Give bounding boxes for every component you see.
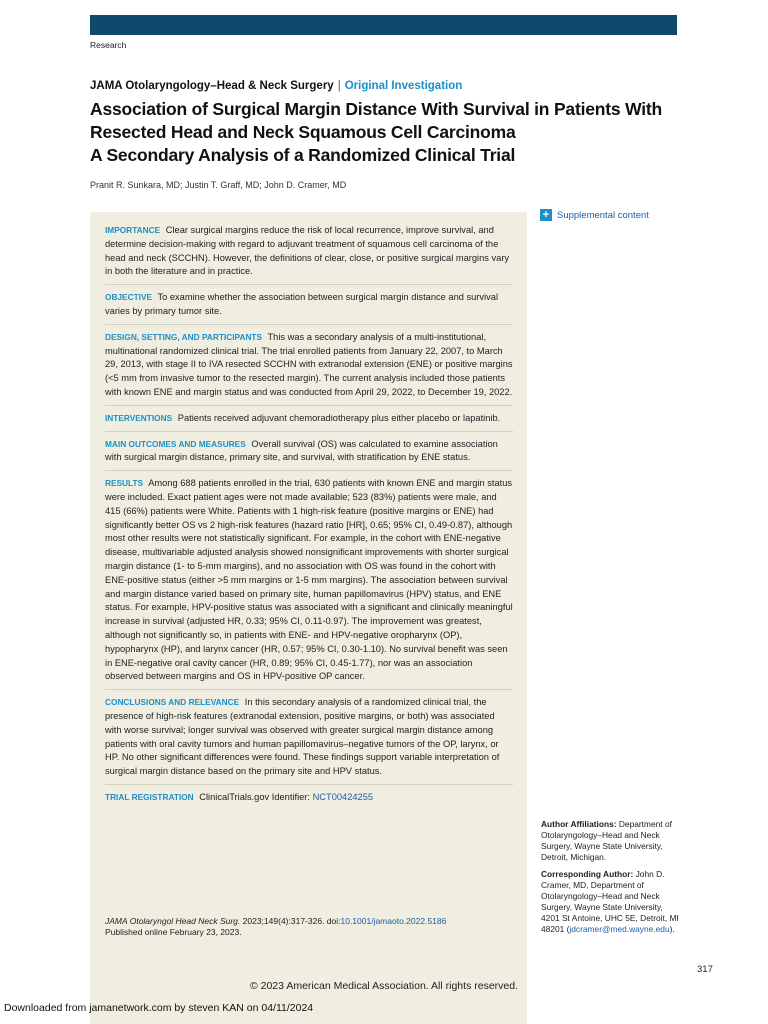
abstract-section-objective bbox=[105, 291, 513, 325]
author-affiliations bbox=[541, 819, 681, 863]
journal-color-bar bbox=[90, 15, 677, 35]
abstract-text: To examine whether the association between surgical margin distance and survival varies by primary tumor site. bbox=[105, 292, 499, 316]
abstract-heading: RESULTS bbox=[105, 478, 144, 489]
citation bbox=[105, 916, 515, 938]
abstract-heading: OBJECTIVE bbox=[105, 292, 153, 303]
supplemental-label: Supplemental content bbox=[557, 209, 649, 221]
abstract-section-design bbox=[105, 331, 513, 406]
abstract-heading: DESIGN, SETTING, AND PARTICIPANTS bbox=[105, 331, 263, 342]
article-title: Association of Surgical Margin Distance With Survival in Patients With Resected Head and Neck Squamous Cell Carcinoma bbox=[90, 99, 663, 142]
abstract-heading: CONCLUSIONS AND RELEVANCE bbox=[105, 697, 240, 708]
page-number: 317 bbox=[697, 964, 713, 975]
doi-link[interactable]: 10.1001/jamaoto.2022.5186 bbox=[340, 916, 447, 926]
abstract-text: Overall survival (OS) was calculated to examine association with surgical margin distance, primary site, and survival, with stratification by ENE status. bbox=[105, 438, 498, 463]
journal-separator: | bbox=[337, 80, 341, 92]
corresponding-text: John D. Cramer, MD, Department of Otolaryngology–Head and Neck Surgery, Wayne State University, 4201 St Antoine, UHC 5E, Detroit, MI 48201 ( bbox=[541, 869, 679, 934]
abstract-heading: MAIN OUTCOMES AND MEASURES bbox=[105, 438, 246, 449]
abstract-section-outcomes bbox=[105, 438, 513, 472]
affiliations-label: Author Affiliations: bbox=[541, 819, 617, 829]
abstract-text: Among 688 patients enrolled in the trial, 630 patients with known ENE and margin status were included. Exact patient ages were not made available; 523 (83%) patients were male, and 415 (66%) patients were White. Patients with 1 high-risk feature (positive margins or ENE) had significantly better OS vs 2 high-risk features (hazard ratio [HR], 0.65; 95% CI, 0.49-0.87), although most other results were not statistically significant. For example, in the cohort with ENE-negative disease, multivariable adjusted analysis showed nonsignificant improvements with shorter surgical margin distance (1- to 5-mm margins), and no association with OS was found in the cohort with ENE-positive status (either >5 mm margins or 1-5 mm margins). The association between survival and margin distance varied based on primary site, human papillomavirus (HPV) status, and ENE status. For example, HPV-positive status was associated with a significant and clinically meaningful increase in survival (adjusted HR, 0.33; 95% CI, 0.11-0.97). The improvement was greatest, although not significantly so, in patients with ENE- and HPV-negative oropharynx (OP), hypopharynx (HP), and larynx cancer (HR, 0.57; 95% CI, 0.30-1.10). No survival benefit was seen in ENE-negative oral cavity cancer (HR, 0.89; 95% CI, 0.45-1.77), nor was an association observed between margins and OS in HPV-positive OP cancer. bbox=[105, 478, 513, 682]
journal-line bbox=[90, 80, 462, 92]
section-label: Research bbox=[90, 40, 127, 50]
email-link[interactable]: jdcramer@med.wayne.edu bbox=[569, 924, 670, 934]
supplemental-content-link[interactable] bbox=[540, 209, 649, 221]
article-subtitle: A Secondary Analysis of a Randomized Clinical Trial bbox=[90, 145, 516, 165]
citation-line bbox=[105, 916, 515, 927]
abstract-text: Clear surgical margins reduce the risk of local recurrence, improve survival, and determine decision-making with regard to adjuvant treatment of squamous cell carcinoma of the head and neck (SCCHN). However, the definitions of clear, close, or positive surgical margins vary in both the literature and in practice. bbox=[105, 225, 510, 277]
download-notice: Downloaded from jamanetwork.com by steven KAN on 04/11/2024 bbox=[4, 1002, 314, 1014]
abstract-section-importance bbox=[105, 224, 513, 285]
plus-icon: + bbox=[540, 209, 552, 221]
copyright-notice: © 2023 American Medical Association. All rights reserved. bbox=[249, 980, 519, 992]
author-list: Pranit R. Sunkara, MD; Justin T. Graff, MD; John D. Cramer, MD bbox=[90, 180, 347, 190]
abstract-heading: IMPORTANCE bbox=[105, 225, 161, 235]
abstract-section-results bbox=[105, 477, 513, 690]
abstract-text: In this secondary analysis of a randomized clinical trial, the presence of high-risk features (extranodal extension, positive margins, or both) was associated with worse survival; longer survival was observed with greater surgical margin distance among patients with oral cavity tumors and human papillomavirus–negative tumors of the OP, larynx, or HP. No other significant differences were found. These findings support variable interpretation of surgical margin distance based on the primary site and HPV status. bbox=[105, 697, 500, 777]
journal-name: JAMA Otolaryngology–Head & Neck Surgery bbox=[90, 80, 334, 92]
trial-registration-text: ClinicalTrials.gov Identifier: bbox=[199, 791, 310, 802]
abstract-text: Patients received adjuvant chemoradiotherapy plus either placebo or lapatinib. bbox=[177, 412, 501, 423]
author-info bbox=[541, 819, 681, 941]
corresponding-author bbox=[541, 869, 681, 935]
abstract-section-trial-registration bbox=[105, 791, 513, 810]
abstract-text: This was a secondary analysis of a multi-institutional, multinational randomized clinical trial. The trial enrolled patients from January 22, 2007, to March 29, 2013, with stage II to IVA resected SCCHN with extranodal extension (ENE) or positive margins (<5 mm from invasive tumor to the resected margin). The current analysis included those patients with known ENE and margin status and was conducted from April 29, 2022, to December 19, 2022. bbox=[105, 331, 513, 397]
abstract bbox=[105, 224, 513, 816]
abstract-heading: INTERVENTIONS bbox=[105, 412, 173, 423]
corresponding-close: ). bbox=[669, 924, 675, 934]
abstract-section-interventions bbox=[105, 412, 513, 432]
article-type-link[interactable]: Original Investigation bbox=[344, 80, 463, 92]
citation-journal: JAMA Otolaryngol Head Neck Surg. bbox=[105, 916, 241, 926]
affiliations-text: Department of Otolaryngology–Head and Neck Surgery, Wayne State University, Detroit, Michigan. bbox=[541, 819, 672, 862]
corresponding-label: Corresponding Author: bbox=[541, 869, 634, 879]
abstract-heading: TRIAL REGISTRATION bbox=[105, 791, 194, 802]
published-date: Published online February 23, 2023. bbox=[105, 927, 242, 937]
trial-id-link[interactable]: NCT00424255 bbox=[312, 791, 374, 802]
abstract-section-conclusions bbox=[105, 696, 513, 785]
citation-ref: 2023;149(4):317-326. doi: bbox=[242, 916, 341, 926]
